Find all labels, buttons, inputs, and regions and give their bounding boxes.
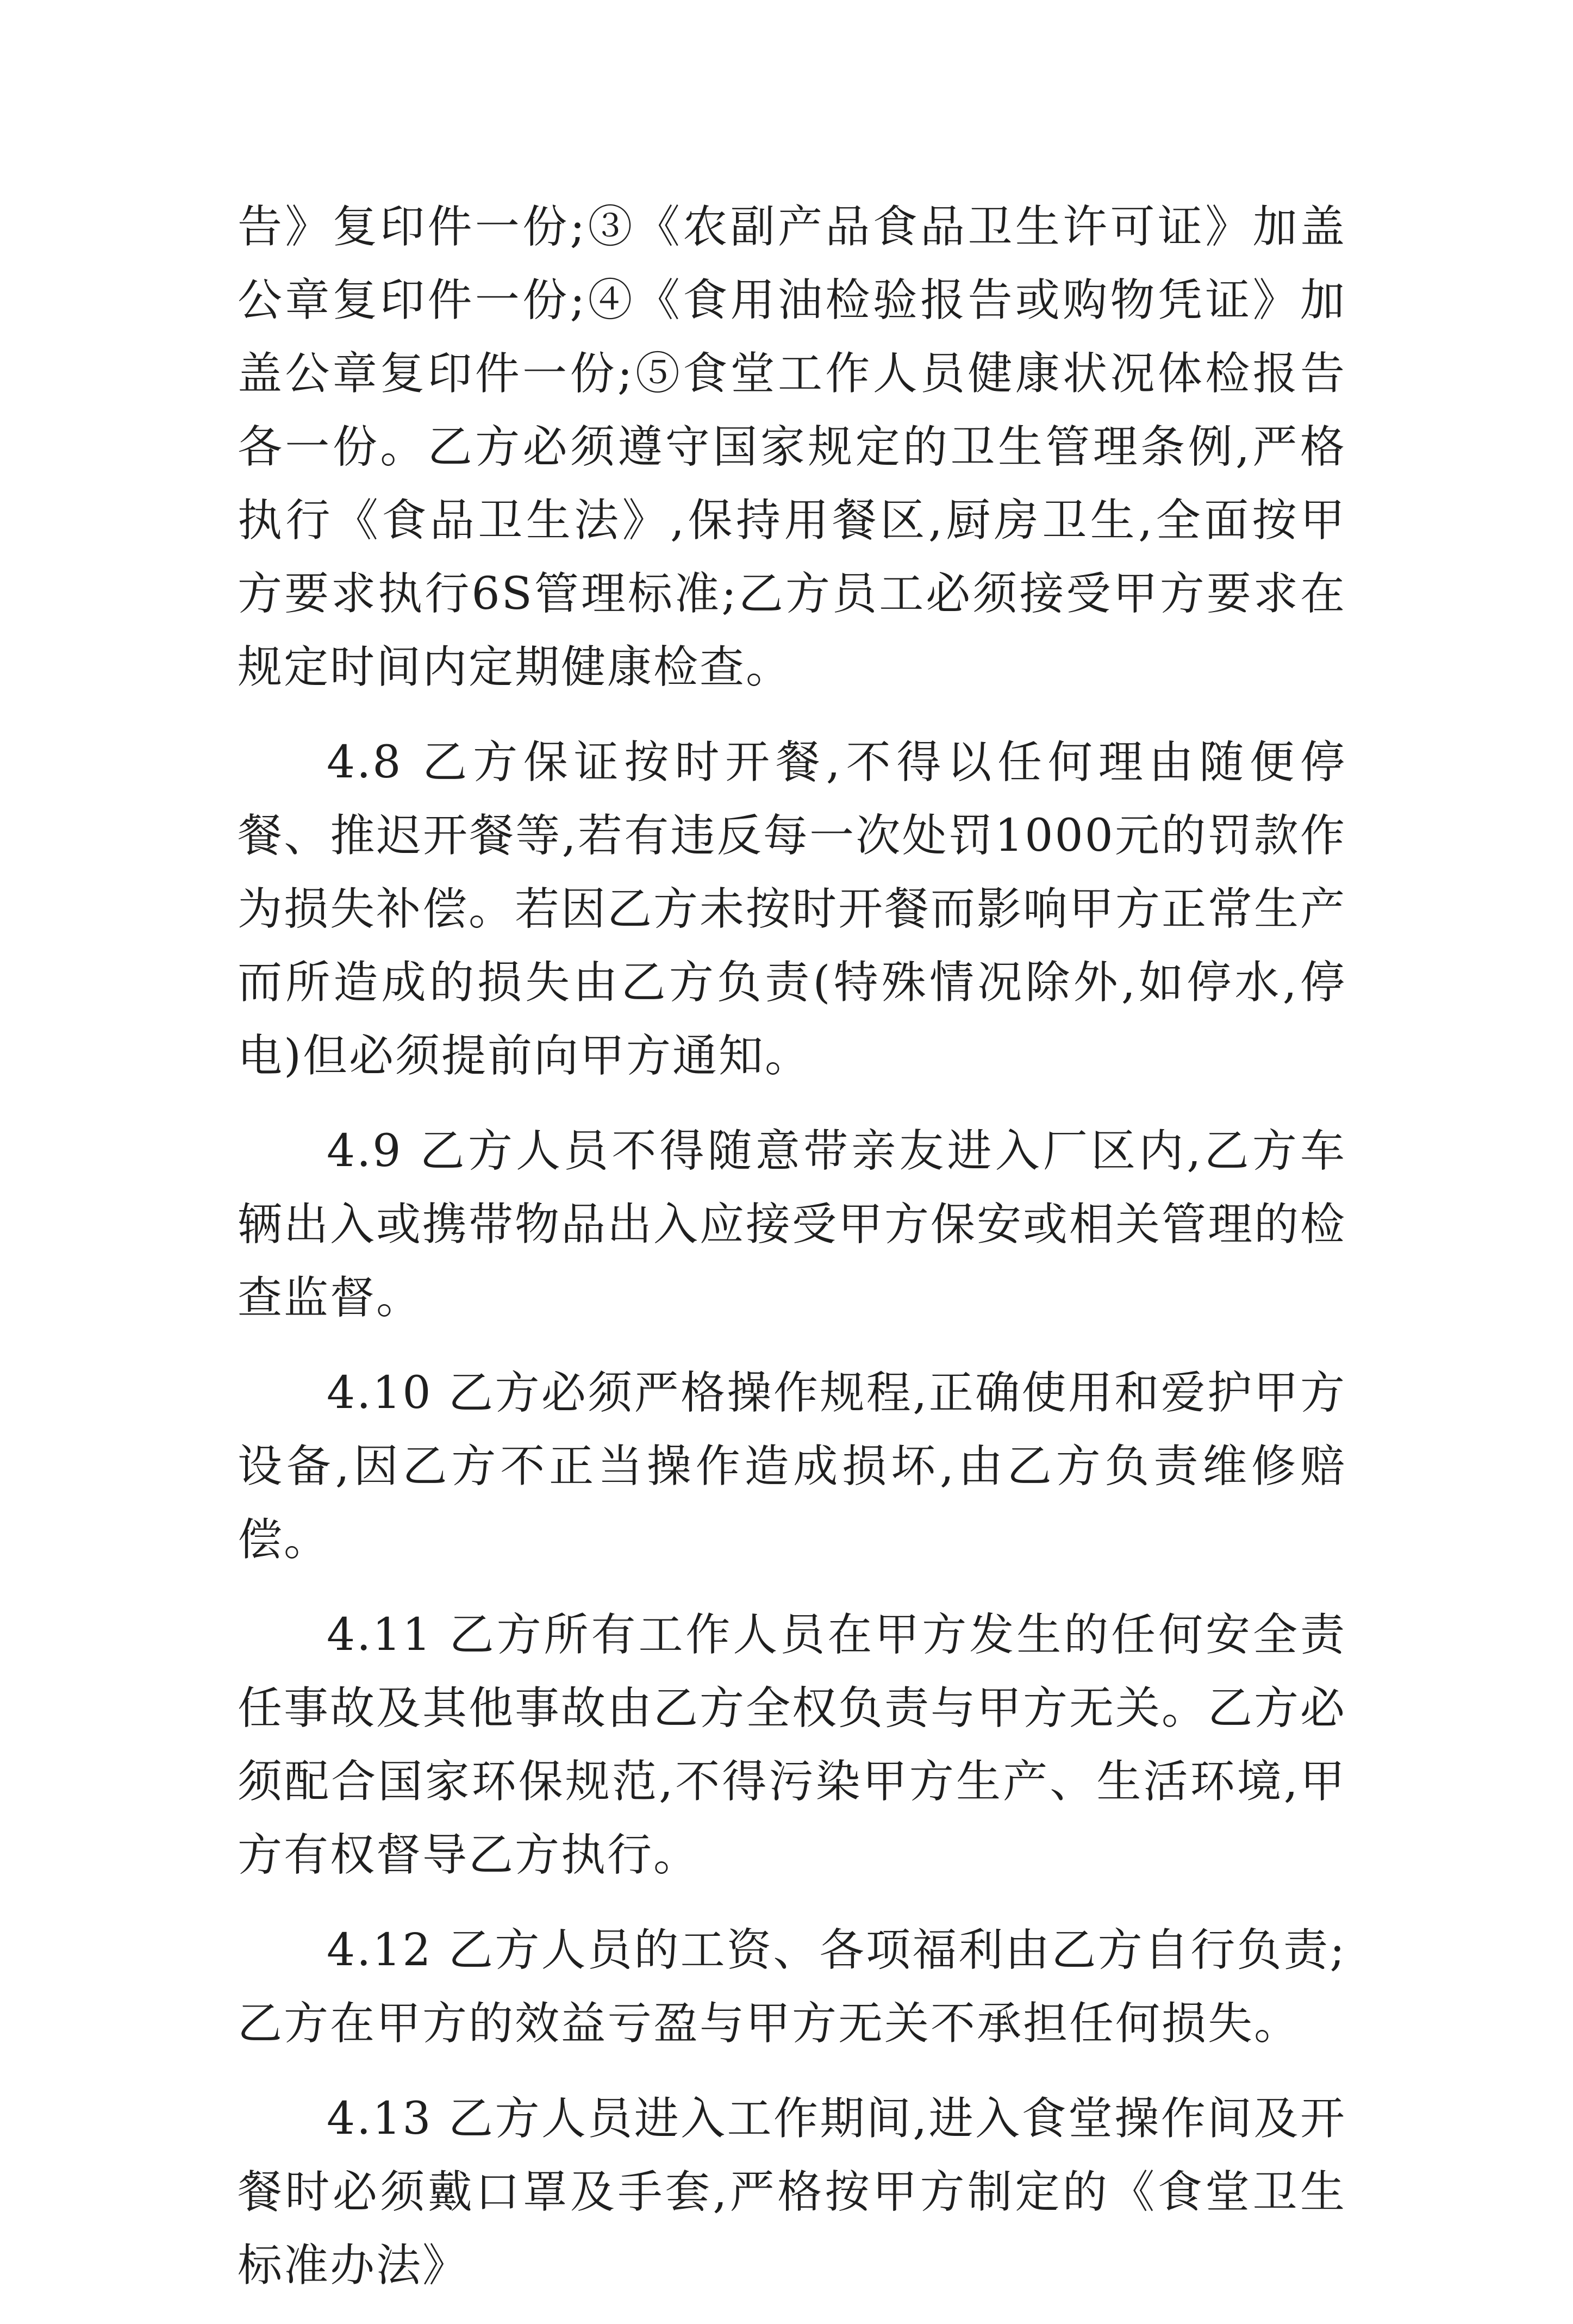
paragraph-clause-4-12: 4.12 乙方人员的工资、各项福利由乙方自行负责;乙方在甲方的效益亏盈与甲方无关不承担任何损失。: [238, 1924, 1346, 2049]
paragraph-clause-4-9: 4.9 乙方人员不得随意带亲友进入厂区内,乙方车辆出入或携带物品出入应接受甲方保安或相关管理的检查监督。: [238, 1125, 1347, 1324]
paragraph-continuation: 告》复印件一份;③《农副产品食品卫生许可证》加盖公章复印件一份;④《食用油检验报告或购物凭证》加盖公章复印件一份;⑤食堂工作人员健康状况体检报告各一份。乙方必须遵守国家规定的卫生管理条例,严格执行《食品卫生法》,保持用餐区,厨房卫生,全面按甲方要求执行6S管理标准;乙方员工必须接受甲方要求在规定时间内定期健康检查。: [238, 201, 1346, 693]
paragraph-clause-4-13: 4.13 乙方人员进入工作期间,进入食堂操作间及开餐时必须戴口罩及手套,严格按甲方制定的《食堂卫生标准办法》: [238, 2093, 1346, 2291]
paragraph-clause-4-11: 4.11 乙方所有工作人员在甲方发生的任何安全责任事故及其他事故由乙方全权负责与甲方无关。乙方必须配合国家环保规范,不得污染甲方生产、生活环境,甲方有权督导乙方执行。: [238, 1609, 1347, 1881]
paragraph-clause-4-8: 4.8 乙方保证按时开餐,不得以任何理由随便停餐、推迟开餐等,若有违反每一次处罚1000元的罚款作为损失补偿。若因乙方未按时开餐而影响甲方正常生产而所造成的损失由乙方负责(特殊情况除外,如停水,停电)但必须提前向甲方通知。: [238, 737, 1347, 1082]
document-body: [238, 190, 1346, 2324]
paragraph-clause-4-10: 4.10 乙方必须严格操作规程,正确使用和爱护甲方设备,因乙方不正当操作造成损坏,由乙方负责维修赔偿。: [238, 1367, 1346, 1566]
